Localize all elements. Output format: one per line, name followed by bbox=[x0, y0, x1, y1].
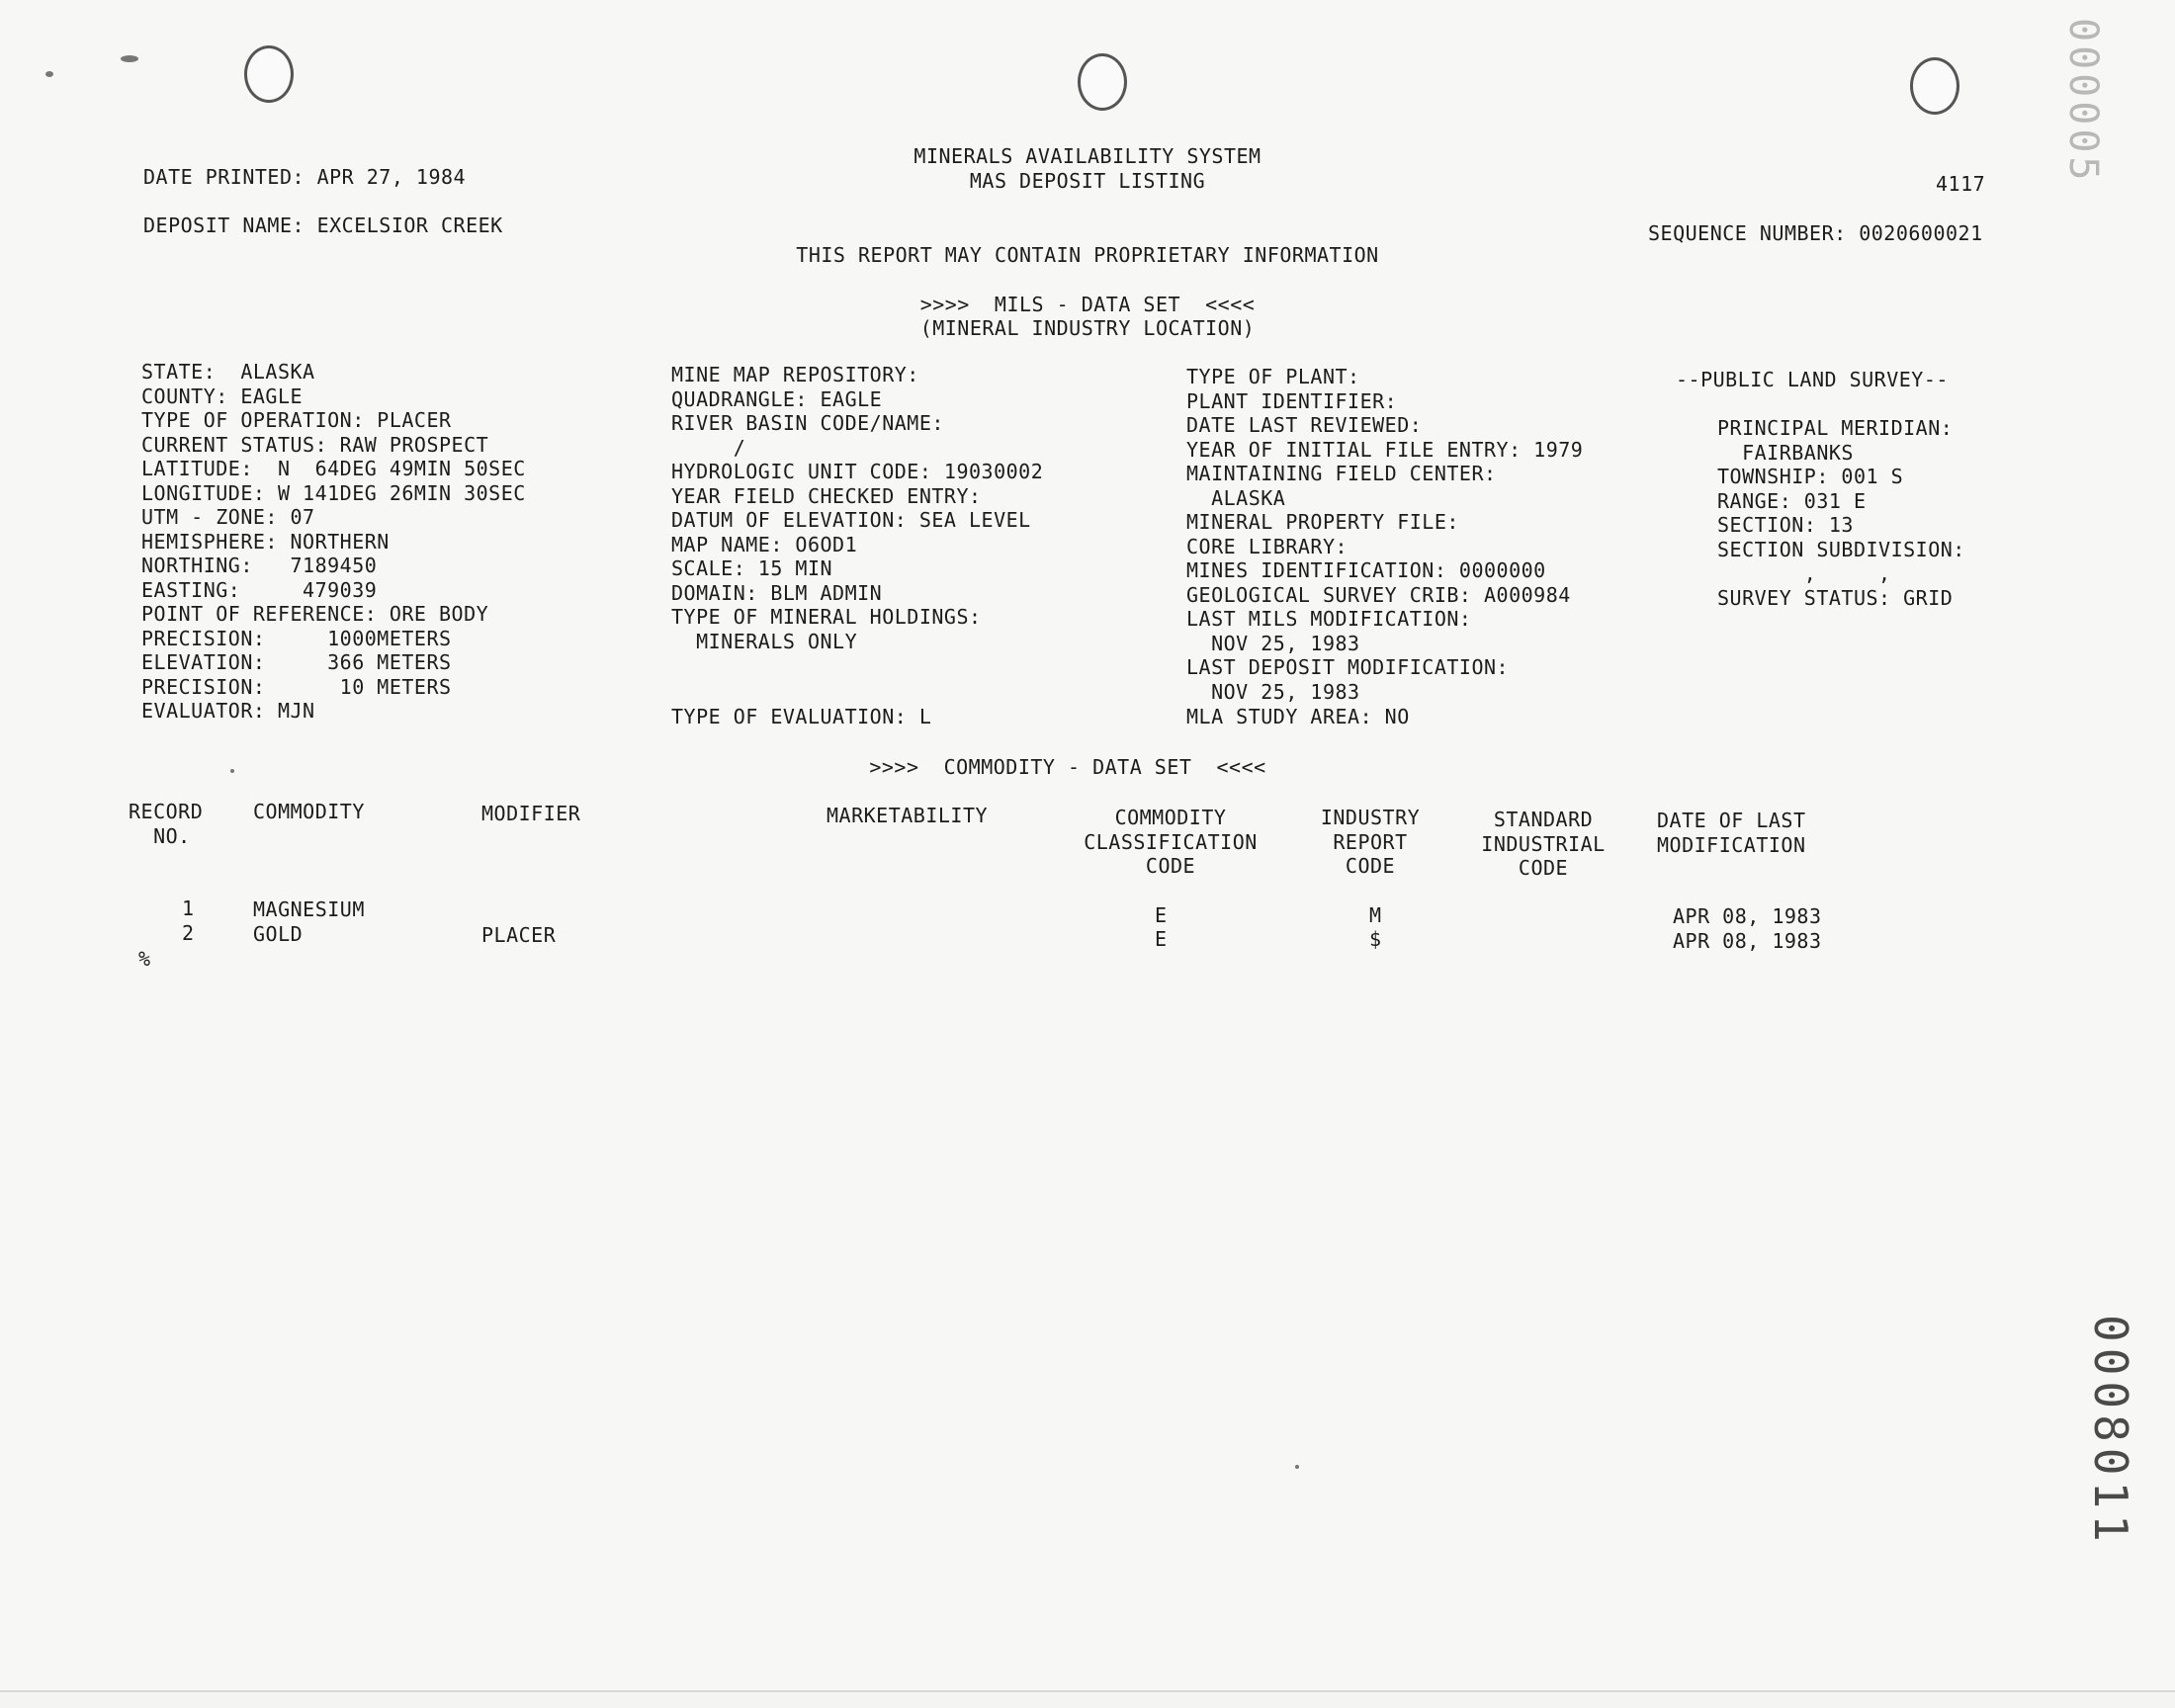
end-of-listing-mark: % bbox=[138, 947, 151, 971]
year-initial-entry: YEAR OF INITIAL FILE ENTRY: 1979 bbox=[1186, 437, 1584, 462]
col-header-classification-code: COMMODITY CLASSIFICATION CODE bbox=[1084, 806, 1258, 878]
northing: NORTHING: 7189450 bbox=[141, 554, 378, 577]
col-header-date-last-modification: DATE OF LAST MODIFICATION bbox=[1657, 809, 1806, 857]
mines-identification: MINES IDENTIFICATION: 0000000 bbox=[1186, 558, 1546, 582]
current-status: CURRENT STATUS: RAW PROSPECT bbox=[141, 432, 489, 457]
row-commodity: MAGNESIUM bbox=[253, 897, 365, 921]
deposit-name: DEPOSIT NAME: EXCELSIOR CREEK bbox=[143, 214, 503, 237]
scale: SCALE: 15 MIN bbox=[671, 556, 833, 580]
quadrangle: QUADRANGLE: EAGLE bbox=[671, 386, 883, 411]
mla-study-area: MLA STUDY AREA: NO bbox=[1186, 705, 1410, 728]
survey-status: SURVEY STATUS: GRID bbox=[1717, 585, 1954, 610]
easting: EASTING: 479039 bbox=[141, 577, 378, 602]
last-deposit-mod-date: NOV 25, 1983 bbox=[1186, 679, 1360, 704]
row-classification-code: E bbox=[1155, 927, 1168, 951]
row-modifier: PLACER bbox=[481, 923, 557, 947]
page-number: 4117 bbox=[1936, 172, 1986, 196]
speck-mark bbox=[45, 71, 53, 77]
county: COUNTY: EAGLE bbox=[141, 384, 304, 408]
datum-of-elevation: DATUM OF ELEVATION: SEA LEVEL bbox=[671, 508, 1031, 532]
speck-mark bbox=[121, 55, 138, 62]
type-of-operation: TYPE OF OPERATION: PLACER bbox=[141, 408, 452, 432]
public-land-survey-heading: --PUBLIC LAND SURVEY-- bbox=[1676, 368, 1949, 391]
col-header-standard-industrial-code: STANDARD INDUSTRIAL CODE bbox=[1481, 808, 1606, 880]
row-date: APR 08, 1983 bbox=[1673, 904, 1822, 928]
river-basin-value: / bbox=[671, 435, 746, 460]
row-record-no: 1 bbox=[182, 897, 195, 920]
commodity-heading: >>>> COMMODITY - DATA SET <<<< bbox=[869, 755, 1266, 779]
elevation: ELEVATION: 366 METERS bbox=[141, 650, 452, 674]
listing-title: MAS DEPOSIT LISTING bbox=[969, 169, 1206, 193]
utm-zone: UTM - ZONE: 07 bbox=[141, 505, 315, 529]
mineral-property-file: MINERAL PROPERTY FILE: bbox=[1186, 510, 1459, 534]
speck-mark bbox=[1295, 1465, 1299, 1469]
year-field-checked: YEAR FIELD CHECKED ENTRY: bbox=[671, 483, 982, 508]
row-industry-code: $ bbox=[1369, 927, 1382, 951]
domain: DOMAIN: BLM ADMIN bbox=[671, 580, 883, 605]
punch-hole-center bbox=[1078, 53, 1127, 111]
system-title: MINERALS AVAILABILITY SYSTEM bbox=[914, 144, 1262, 168]
type-of-plant: TYPE OF PLANT: bbox=[1186, 365, 1360, 388]
row-classification-code: E bbox=[1155, 903, 1168, 927]
proprietary-notice: THIS REPORT MAY CONTAIN PROPRIETARY INFORMATION bbox=[796, 243, 1379, 267]
section: SECTION: 13 bbox=[1717, 513, 1854, 537]
row-record-no: 2 bbox=[182, 921, 195, 945]
row-commodity: GOLD bbox=[253, 922, 304, 946]
state: STATE: ALASKA bbox=[141, 360, 315, 384]
plant-identifier: PLANT IDENTIFIER: bbox=[1186, 388, 1398, 413]
mils-heading: >>>> MILS - DATA SET <<<< bbox=[919, 293, 1256, 316]
sequence-number: SEQUENCE NUMBER: 0020600021 bbox=[1648, 221, 1983, 245]
col-header-commodity: COMMODITY bbox=[253, 800, 365, 823]
township: TOWNSHIP: 001 S bbox=[1717, 465, 1904, 488]
col-header-marketability: MARKETABILITY bbox=[826, 804, 989, 827]
mils-subheading: (MINERAL INDUSTRY LOCATION) bbox=[919, 316, 1256, 340]
precision-location: PRECISION: 1000METERS bbox=[141, 626, 452, 650]
point-of-reference: POINT OF REFERENCE: ORE BODY bbox=[141, 602, 489, 626]
last-mils-mod-date: NOV 25, 1983 bbox=[1186, 631, 1360, 655]
hemisphere: HEMISPHERE: NORTHERN bbox=[141, 529, 390, 554]
type-of-evaluation: TYPE OF EVALUATION: L bbox=[671, 705, 932, 728]
map-name: MAP NAME: O6OD1 bbox=[671, 532, 858, 556]
last-mils-modification: LAST MILS MODIFICATION: bbox=[1186, 607, 1472, 631]
evaluator: EVALUATOR: MJN bbox=[141, 699, 315, 723]
mineral-holdings: TYPE OF MINERAL HOLDINGS: bbox=[671, 605, 982, 629]
col-header-modifier: MODIFIER bbox=[481, 802, 581, 825]
row-date: APR 08, 1983 bbox=[1673, 929, 1822, 953]
last-deposit-modification: LAST DEPOSIT MODIFICATION: bbox=[1186, 655, 1510, 679]
speck-mark bbox=[230, 769, 234, 773]
maintaining-field-center: MAINTAINING FIELD CENTER: bbox=[1186, 462, 1497, 485]
row-industry-code: M bbox=[1369, 903, 1382, 927]
principal-meridian: PRINCIPAL MERIDIAN: bbox=[1717, 416, 1954, 440]
river-basin-code: RIVER BASIN CODE/NAME: bbox=[671, 411, 944, 435]
punch-hole-left bbox=[244, 45, 294, 103]
stamp-side-right: 0008011 bbox=[2084, 1315, 2137, 1548]
stamp-top-right: 000005 bbox=[2060, 18, 2106, 185]
range: RANGE: 031 E bbox=[1717, 488, 1867, 513]
section-subdivision-value: , , bbox=[1717, 561, 1891, 585]
mineral-holdings-value: MINERALS ONLY bbox=[671, 629, 858, 653]
principal-meridian-value: FAIRBANKS bbox=[1717, 440, 1854, 465]
section-subdivision: SECTION SUBDIVISION: bbox=[1717, 537, 1965, 561]
latitude: LATITUDE: N 64DEG 49MIN 50SEC bbox=[141, 457, 526, 480]
precision-elevation: PRECISION: 10 METERS bbox=[141, 674, 452, 699]
col-header-record-no: RECORD NO. bbox=[129, 800, 204, 848]
hydrologic-unit-code: HYDROLOGIC UNIT CODE: 19030002 bbox=[671, 460, 1044, 483]
field-center-value: ALASKA bbox=[1186, 485, 1286, 510]
core-library: CORE LIBRARY: bbox=[1186, 534, 1348, 558]
punch-hole-right bbox=[1910, 57, 1959, 115]
mine-map-repository: MINE MAP REPOSITORY: bbox=[671, 363, 919, 386]
geological-survey-crib: GEOLOGICAL SURVEY CRIB: A000984 bbox=[1186, 582, 1571, 607]
longitude: LONGITUDE: W 141DEG 26MIN 30SEC bbox=[141, 480, 526, 505]
date-last-reviewed: DATE LAST REVIEWED: bbox=[1186, 413, 1423, 437]
col-header-industry-report-code: INDUSTRY REPORT CODE bbox=[1320, 806, 1421, 878]
date-printed: DATE PRINTED: APR 27, 1984 bbox=[143, 165, 467, 189]
